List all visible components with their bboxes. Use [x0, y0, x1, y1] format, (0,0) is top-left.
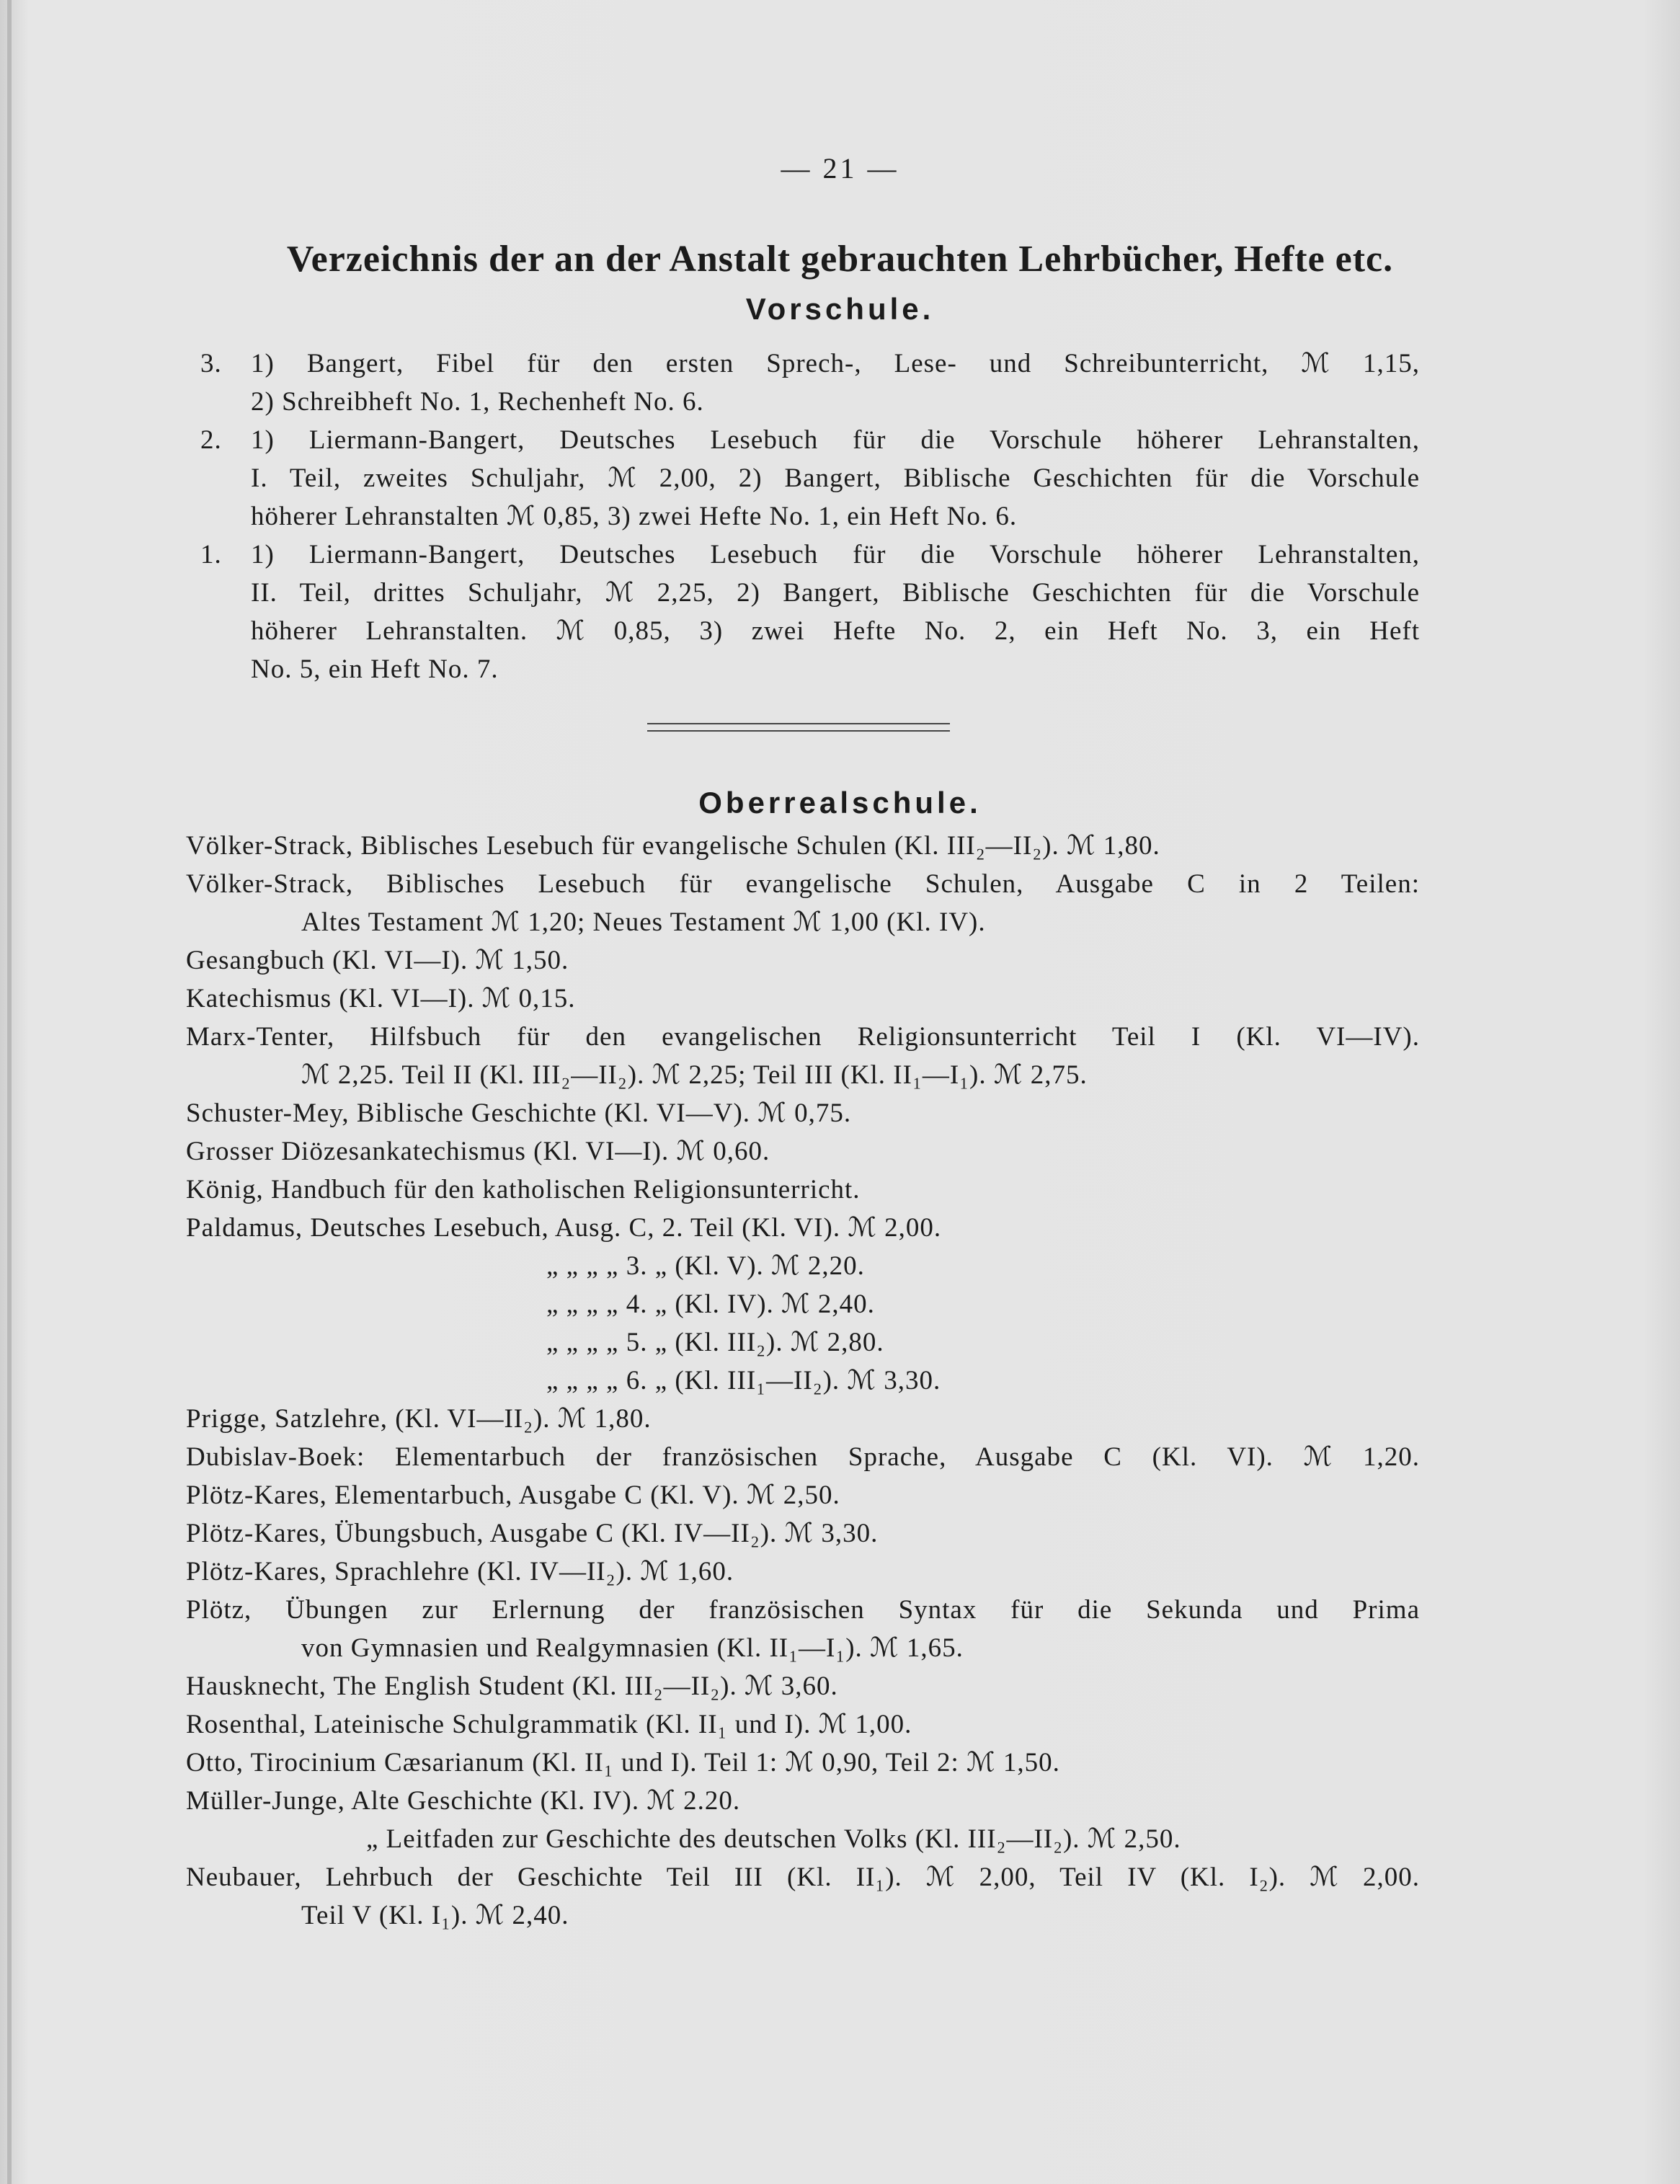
list-item: Plötz-Kares, Sprachlehre (Kl. IV—II₂). ℳ 1,60.: [186, 1557, 734, 1586]
list-item: I. Teil, zweites Schuljahr, ℳ 2,00, 2) Bangert, Biblische Geschichten für die Vorschule: [251, 463, 1420, 493]
list-item: Otto, Tirocinium Cæsarianum (Kl. II₁ und I). Teil 1: ℳ 0,90, Teil 2: ℳ 1,50.: [186, 1748, 1060, 1777]
list-item: „ Leitfaden zur Geschichte des deutschen Volks (Kl. III₂—II₂). ℳ 2,50.: [366, 1824, 1181, 1854]
list-item: „ „ „ „ 4. „ (Kl. IV). ℳ 2,40.: [546, 1289, 875, 1319]
list-item: Grosser Diözesankatechismus (Kl. VI—I). ℳ 0,60.: [186, 1137, 770, 1166]
list-item: 3. 1) Bangert, Fibel für den ersten Sprech-, Lese- und Schreibunterricht, ℳ 1,15,: [200, 349, 1420, 378]
list-item: Plötz-Kares, Elementarbuch, Ausgabe C (Kl. V). ℳ 2,50.: [186, 1481, 840, 1510]
page-number: — 21 —: [781, 152, 899, 185]
list-item: „ „ „ „ 3. „ (Kl. V). ℳ 2,20.: [546, 1251, 865, 1281]
list-item: Müller-Junge, Alte Geschichte (Kl. IV). ℳ 2.20.: [186, 1786, 741, 1816]
list-item: Hausknecht, The English Student (Kl. III₂—II₂). ℳ 3,60.: [186, 1672, 838, 1701]
list-item: Gesangbuch (Kl. VI—I). ℳ 1,50.: [186, 946, 569, 975]
oberrealschule-list: [186, 827, 1420, 1935]
list-item: höherer Lehranstalten ℳ 0,85, 3) zwei Hefte No. 1, ein Heft No. 6.: [251, 502, 1018, 531]
list-item: 2) Schreibheft No. 1, Rechenheft No. 6.: [251, 387, 704, 417]
vorschule-list: [186, 345, 1420, 688]
list-item: von Gymnasien und Realgymnasien (Kl. II₁—I₁). ℳ 1,65.: [301, 1633, 964, 1663]
list-item: Teil V (Kl. I₁). ℳ 2,40.: [301, 1901, 569, 1930]
list-item: Plötz-Kares, Übungsbuch, Ausgabe C (Kl. IV—II₂). ℳ 3,30.: [186, 1519, 879, 1548]
list-item: 1. 1) Liermann-Bangert, Deutsches Lesebuch für die Vorschule höherer Lehranstalten,: [200, 540, 1420, 569]
list-item: „ „ „ „ 6. „ (Kl. III₁—II₂). ℳ 3,30.: [546, 1366, 941, 1395]
list-item: Neubauer, Lehrbuch der Geschichte Teil III (Kl. II₁). ℳ 2,00, Teil IV (Kl. I₂). ℳ 2,00.: [186, 1863, 1420, 1892]
list-item: No. 5, ein Heft No. 7.: [251, 654, 499, 684]
list-item: Prigge, Satzlehre, (Kl. VI—II₂). ℳ 1,80.: [186, 1404, 652, 1434]
list-item: Rosenthal, Lateinische Schulgrammatik (Kl. II₁ und I). ℳ 1,00.: [186, 1710, 912, 1739]
list-item: Schuster-Mey, Biblische Geschichte (Kl. VI—V). ℳ 0,75.: [186, 1098, 852, 1128]
list-item: II. Teil, drittes Schuljahr, ℳ 2,25, 2) Bangert, Biblische Geschichten für die Vorschule: [251, 578, 1420, 608]
list-item: Katechismus (Kl. VI—I). ℳ 0,15.: [186, 984, 576, 1013]
list-item: Völker-Strack, Biblisches Lesebuch für evangelische Schulen, Ausgabe C in 2 Teilen:: [186, 869, 1420, 899]
list-item: König, Handbuch für den katholischen Religionsunterricht.: [186, 1175, 861, 1204]
list-item: Völker-Strack, Biblisches Lesebuch für evangelische Schulen (Kl. III₂—II₂). ℳ 1,80.: [186, 831, 1160, 861]
page-title: Verzeichnis der an der Anstalt gebrauchten Lehrbücher, Hefte etc.: [286, 239, 1394, 280]
list-item: ℳ 2,25. Teil II (Kl. III₂—II₂). ℳ 2,25; Teil III (Kl. II₁—I₁). ℳ 2,75.: [301, 1060, 1088, 1090]
section-heading-vorschule: Vorschule.: [745, 292, 935, 326]
list-item: Altes Testament ℳ 1,20; Neues Testament ℳ 1,00 (Kl. IV).: [301, 907, 986, 937]
list-item: Marx-Tenter, Hilfsbuch für den evangelischen Religionsunterricht Teil I (Kl. VI—IV).: [186, 1022, 1420, 1052]
list-item: Plötz, Übungen zur Erlernung der französischen Syntax für die Sekunda und Prima: [186, 1595, 1420, 1625]
section-divider: [647, 723, 950, 732]
list-item: Dubislav-Boek: Elementarbuch der französischen Sprache, Ausgabe C (Kl. VI). ℳ 1,20.: [186, 1442, 1420, 1472]
list-item: höherer Lehranstalten. ℳ 0,85, 3) zwei Hefte No. 2, ein Heft No. 3, ein Heft: [251, 616, 1420, 646]
section-heading-oberrealschule: Oberrealschule.: [698, 786, 982, 820]
list-item: Paldamus, Deutsches Lesebuch, Ausg. C, 2. Teil (Kl. VI). ℳ 2,00.: [186, 1213, 942, 1243]
list-item: „ „ „ „ 5. „ (Kl. III₂). ℳ 2,80.: [546, 1328, 884, 1357]
binding-edge: [7, 0, 12, 2184]
list-item: 2. 1) Liermann-Bangert, Deutsches Lesebuch für die Vorschule höherer Lehranstalten,: [200, 425, 1420, 455]
